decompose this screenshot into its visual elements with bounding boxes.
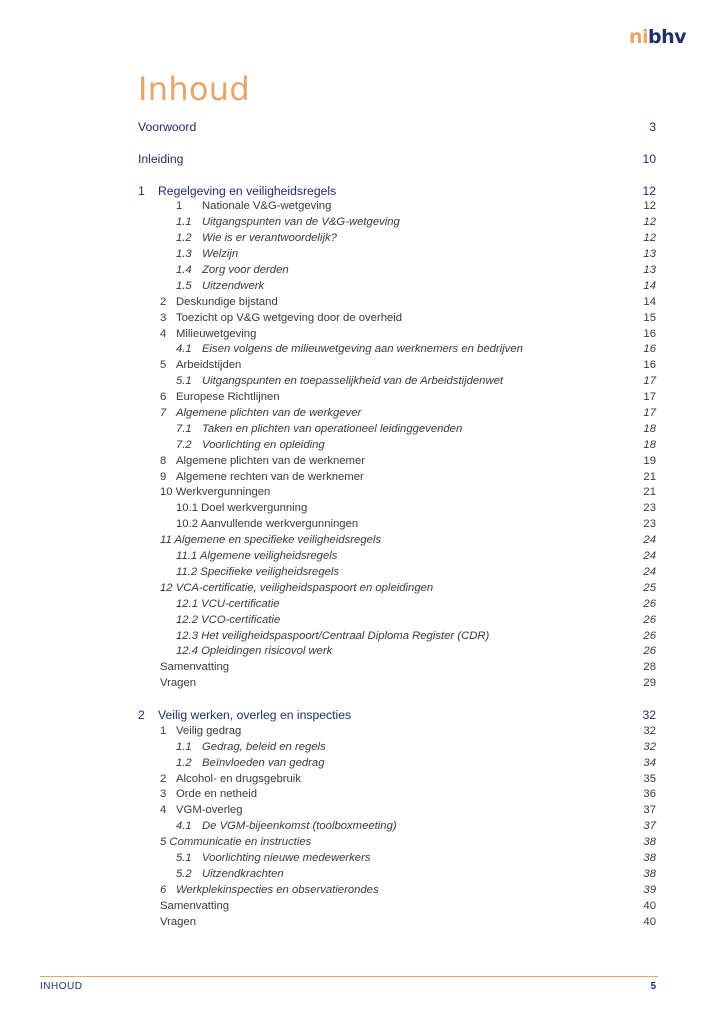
toc-entry-number: 6 [160,883,167,896]
footer-page-number: 5 [650,981,656,992]
toc-entry-number: 3 [160,311,167,324]
toc-entry-number: 4.1 [176,820,192,833]
toc-entry-label: Orde en netheid [176,788,258,801]
toc-entry-page: 24 [643,534,656,547]
toc-entry-page: 39 [643,883,656,896]
toc-entry[interactable] [138,517,656,533]
toc-entry-page: 25 [643,581,656,594]
toc-entry[interactable] [138,454,656,470]
toc-entry-label: Uitzendwerk [202,279,265,292]
toc-entry[interactable] [138,565,656,581]
toc-entry[interactable] [138,199,656,215]
toc-entry-label: Zorg voor derden [202,264,289,277]
toc-entry[interactable] [138,724,656,740]
toc-entry-label: 11.1 Algemene veiligheidsregels [176,550,338,563]
toc-entry-page: 35 [643,772,656,785]
toc-entry[interactable] [138,660,656,676]
toc-entry[interactable] [138,676,656,692]
toc-entry-number: 4.1 [176,343,192,356]
toc-entry-page: 26 [643,629,656,642]
toc-entry-label: Veilig werken, overleg en inspecties [158,707,352,722]
toc-entry-label: VGM-overleg [176,804,243,817]
toc-entry-page: 32 [643,724,656,737]
toc-entry-number: 2 [160,295,167,308]
toc-entry-number: 1.1 [176,216,192,229]
logo-part-ni: ni [628,26,648,48]
toc-entry[interactable] [138,295,656,311]
toc-entry-label: Eisen volgens de milieuwetgeving aan werknemers en bedrijven [202,343,523,356]
toc-entry-number: 1.1 [176,740,192,753]
toc-entry-number: 5.1 [176,851,192,864]
toc-entry[interactable] [138,867,656,883]
toc-chapter-entry[interactable] [138,120,656,136]
toc-entry-label: 12.4 Opleidingen risicovol werk [176,645,333,658]
toc-entry-label: Uitgangspunten van de V&G-wetgeving [202,216,400,229]
toc-entry-page: 18 [643,422,656,435]
toc-entry-number: 4 [160,804,167,817]
toc-entry-number: 8 [160,454,167,467]
toc-entry-number: 1.2 [176,232,192,245]
toc-entry-page: 13 [643,264,656,277]
toc-entry-number: 2 [138,707,145,722]
toc-entry[interactable] [138,915,656,931]
toc-entry-label: 12.3 Het veiligheidspaspoort/Centraal Diploma Register (CDR) [176,629,490,642]
toc-entry[interactable] [138,358,656,374]
toc-entry[interactable] [138,406,656,422]
toc-entry[interactable] [138,756,656,772]
toc-entry-label: Vragen [160,677,197,690]
toc-entry-page: 19 [643,454,656,467]
toc-entry[interactable] [138,787,656,803]
toc-entry[interactable] [138,644,656,660]
toc-gap [138,168,656,184]
toc-entry[interactable] [138,438,656,454]
toc-entry[interactable] [138,485,656,501]
toc-entry-number: 6 [160,391,167,404]
toc-entry-label: Arbeidstijden [176,359,242,372]
toc-gap [138,692,656,708]
toc-entry-page: 32 [642,707,656,722]
toc-entry-page: 12 [643,216,656,229]
toc-entry-number: 1.5 [176,279,192,292]
toc-entry-label: Wie is er verantwoordelijk? [202,232,337,245]
toc-entry-label: Samenvatting [160,661,230,674]
toc-entry[interactable] [138,597,656,613]
toc-entry-label: Taken en plichten van operationeel leidinggevenden [202,422,463,435]
toc-entry[interactable] [138,215,656,231]
toc-entry[interactable] [138,581,656,597]
toc-entry-number: 1.4 [176,264,192,277]
toc-entry-label: Voorwoord [138,120,197,134]
toc-entry-number: 5.1 [176,375,192,388]
toc-entry-label: Algemene plichten van de werknemer [176,454,366,467]
toc-entry-label: Uitgangspunten en toepasselijkheid van de Arbeidstijdenwet [202,375,504,388]
toc-entry-label: Vragen [160,915,197,928]
toc-entry-label: Gedrag, beleid en regels [202,740,326,753]
toc-entry-label: Europese Richtlijnen [176,391,280,404]
toc-entry[interactable] [138,263,656,279]
toc-entry-label: Inleiding [138,151,184,166]
toc-entry-number: 1.2 [176,756,192,769]
toc-entry-page: 28 [643,661,656,674]
toc-entry-label: Deskundige bijstand [176,295,278,308]
toc-entry[interactable] [138,501,656,517]
toc-entry-label: Voorlichting en opleiding [202,438,325,451]
toc-entry-label: Alcohol- en drugsgebruik [176,772,301,785]
toc-entry[interactable] [138,422,656,438]
toc-chapter-entry[interactable] [138,708,656,724]
toc-entry[interactable] [138,851,656,867]
toc-entry-label: 11.2 Specifieke veiligheidsregels [176,565,340,578]
toc-entry-page: 21 [643,470,656,483]
toc-entry[interactable] [138,390,656,406]
toc-entry-page: 34 [643,756,656,769]
toc-entry-number: 3 [160,788,167,801]
toc-entry-label: Werkplekinspecties en observatierondes [176,883,379,896]
toc-entry[interactable] [138,374,656,390]
toc-entry[interactable] [138,803,656,819]
toc-entry-number: 5.2 [176,867,192,880]
toc-entry-label: Veilig gedrag [176,724,242,737]
toc-entry-page: 12 [643,200,656,213]
toc-entry-label: 10.2 Aanvullende werkvergunningen [176,518,359,531]
toc-entry-page: 17 [643,375,656,388]
toc-entry-page: 12 [643,232,656,245]
toc-entry-page: 14 [643,279,656,292]
toc-entry-label: Welzijn [202,248,239,261]
toc-entry-number: 2 [160,772,167,785]
toc-entry-page: 3 [649,120,656,134]
toc-entry-page: 26 [643,645,656,658]
toc-entry-page: 21 [643,486,656,499]
toc-entry-page: 17 [643,391,656,404]
toc-entry-number: 1 [138,183,145,198]
toc-entry[interactable] [138,342,656,358]
toc-entry-label: Nationale V&G-wetgeving [202,200,332,213]
toc-entry-page: 23 [643,518,656,531]
toc-entry[interactable] [138,279,656,295]
toc-entry-label: Toezicht op V&G wetgeving door de overheid [176,311,403,324]
toc-entry-page: 14 [643,295,656,308]
toc-entry-page: 37 [643,804,656,817]
page-title: Inhoud [138,70,250,108]
toc-entry[interactable] [138,533,656,549]
toc-entry-page: 24 [643,550,656,563]
toc-entry-label: 11 Algemene en specifieke veiligheidsregels [160,534,382,547]
toc-entry-page: 40 [643,915,656,928]
toc-entry-number: 7.2 [176,438,192,451]
toc-entry-label: 12 VCA-certificatie, veiligheidspaspoort en opleidingen [160,581,434,594]
toc-entry-page: 16 [643,359,656,372]
toc-entry-page: 32 [643,740,656,753]
toc-entry[interactable] [138,327,656,343]
toc-entry-label: 10.1 Doel werkvergunning [176,502,308,515]
toc-entry[interactable] [138,819,656,835]
toc-entry-number: 7.1 [176,422,192,435]
toc-entry-page: 24 [643,565,656,578]
toc-entry-label: De VGM-bijeenkomst (toolboxmeeting) [202,820,397,833]
toc-entry-label: Algemene rechten van de werknemer [176,470,364,483]
nibhv-logo [629,26,686,48]
toc-entry-page: 26 [643,597,656,610]
toc-entry-page: 38 [643,836,656,849]
toc-entry-number: 4 [160,327,167,340]
footer-divider [40,976,658,977]
toc-entry[interactable] [138,899,656,915]
toc-entry-number: 7 [160,407,167,420]
toc-entry-page: 12 [642,183,656,198]
toc-chapter-entry[interactable] [138,184,656,200]
toc-entry[interactable] [138,549,656,565]
toc-entry-number: 1 [176,200,183,213]
toc-entry-label: Milieuwetgeving [176,327,257,340]
toc-entry-label: Regelgeving en veiligheidsregels [158,183,337,198]
toc-entry-page: 16 [643,327,656,340]
toc-entry-page: 13 [643,248,656,261]
toc-entry[interactable] [138,629,656,645]
toc-entry-label: Beïnvloeden van gedrag [202,756,325,769]
toc-entry-number: 5 [160,359,167,372]
toc-entry[interactable] [138,613,656,629]
toc-entry-page: 23 [643,502,656,515]
toc-entry[interactable] [138,883,656,899]
toc-entry-label: Uitzendkrachten [202,867,284,880]
toc-entry-label: Algemene plichten van de werkgever [176,407,362,420]
toc-entry[interactable] [138,835,656,851]
table-of-contents [138,120,656,930]
toc-entry-number: 1 [160,724,167,737]
toc-entry[interactable] [138,247,656,263]
toc-entry[interactable] [138,311,656,327]
toc-entry-label: 12.2 VCO-certificatie [176,613,281,626]
toc-entry-number: 1.3 [176,248,192,261]
toc-chapter-entry[interactable] [138,152,656,168]
toc-entry-page: 26 [643,613,656,626]
toc-entry-page: 38 [643,867,656,880]
toc-entry[interactable] [138,470,656,486]
toc-gap [138,136,656,152]
toc-entry-label: 10 Werkvergunningen [160,486,271,499]
toc-entry-page: 16 [643,343,656,356]
logo-part-bhv: bhv [647,26,686,48]
toc-entry[interactable] [138,231,656,247]
toc-entry[interactable] [138,740,656,756]
toc-entry-page: 37 [643,820,656,833]
toc-entry-page: 36 [643,788,656,801]
toc-entry[interactable] [138,772,656,788]
toc-entry-page: 17 [643,407,656,420]
toc-entry-page: 10 [642,151,656,166]
toc-entry-label: Voorlichting nieuwe medewerkers [202,851,371,864]
toc-entry-page: 38 [643,851,656,864]
toc-entry-page: 15 [643,311,656,324]
toc-entry-page: 29 [643,677,656,690]
toc-entry-page: 40 [643,899,656,912]
toc-entry-label: 12.1 VCU-certificatie [176,597,280,610]
toc-entry-number: 9 [160,470,167,483]
footer-section-label: INHOUD [40,981,83,992]
toc-entry-label: Samenvatting [160,899,230,912]
toc-entry-label: 5 Communicatie en instructies [160,836,312,849]
toc-entry-page: 18 [643,438,656,451]
